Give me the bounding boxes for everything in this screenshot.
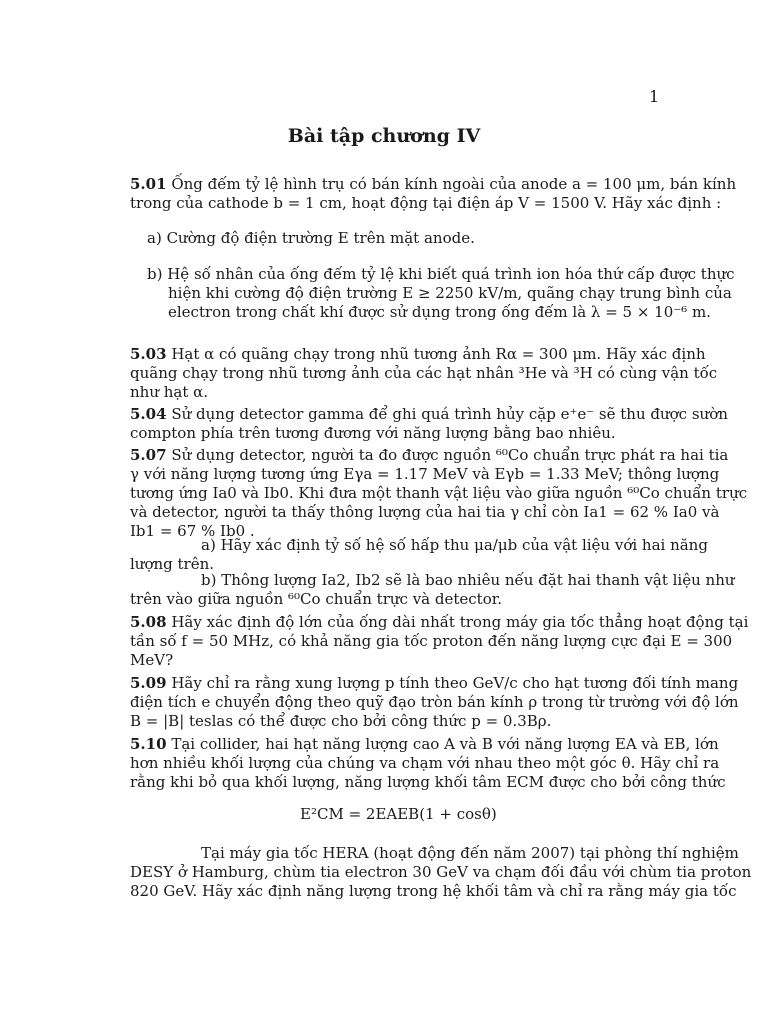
problem-5-07-line-3: tương ứng Ia0 và Ib0. Khi đưa một thanh vật liệu vào giữa nguồn ⁶⁰Co chuẩn trực (130, 484, 748, 502)
problem-5-10-para-line-1: Tại máy gia tốc HERA (hoạt động đến năm 2007) tại phòng thí nghiệm (201, 844, 739, 862)
problem-number: 5.03 (130, 345, 167, 363)
problem-5-10-line-2: hơn nhiều khối lượng của chúng va chạm với nhau theo một góc θ. Hãy chỉ ra (130, 754, 720, 772)
problem-number: 5.01 (130, 175, 167, 193)
problem-text: Tại collider, hai hạt năng lượng cao A và B với năng lượng EA và EB, lớn (171, 735, 719, 753)
problem-number: 5.09 (130, 674, 167, 692)
problem-number: 5.10 (130, 735, 167, 753)
problem-5-10-line-3: rằng khi bỏ qua khối lượng, năng lượng khối tâm ECM được cho bởi công thức (130, 773, 726, 791)
problem-5-09-line-2: điện tích e chuyển động theo quỹ đạo tròn bán kính ρ trong từ trường với độ lớn (130, 693, 739, 711)
problem-5-01-part-b-line-1: b) Hệ số nhân của ống đếm tỷ lệ khi biết quá trình ion hóa thứ cấp được thực (147, 265, 735, 283)
problem-text: Ống đếm tỷ lệ hình trụ có bán kính ngoài của anode a = 100 μm, bán kính (171, 175, 737, 193)
cm-energy-formula: E²CM = 2EAEB(1 + cosθ) (300, 805, 497, 823)
problem-5-08-line-3: MeV? (130, 651, 174, 669)
problem-5-07-line-5: Ib1 = 67 % Ib0 . (130, 522, 255, 540)
problem-5-04-line-2: compton phía trên tương đương với năng lượng bằng bao nhiêu. (130, 424, 616, 442)
page-title: Bài tập chương IV (287, 125, 481, 147)
problem-5-03-line-1 (130, 345, 706, 365)
problem-text: Hạt α có quãng chạy trong nhũ tương ảnh Rα = 300 μm. Hãy xác định (171, 345, 706, 363)
problem-5-07-line-6: a) Hãy xác định tỷ số hệ số hấp thu μa/μb của vật liệu với hai năng (201, 536, 708, 554)
problem-5-10-line-1 (130, 735, 719, 755)
problem-5-07-line-4: và detector, người ta thấy thông lượng của hai tia γ chỉ còn Ia1 = 62 % Ia0 và (130, 503, 720, 521)
problem-text: Hãy xác định độ lớn của ống dài nhất trong máy gia tốc thẳng hoạt động tại (171, 613, 749, 631)
problem-5-07-line-2: γ với năng lượng tương ứng Eγa = 1.17 MeV và Eγb = 1.33 MeV; thông lượng (130, 465, 720, 483)
problem-5-09-line-1 (130, 674, 738, 694)
problem-5-10-para-line-3: 820 GeV. Hãy xác định năng lượng trong hệ khối tâm và chỉ ra rằng máy gia tốc (130, 882, 737, 900)
problem-5-03-line-3: như hạt α. (130, 383, 209, 401)
problem-5-08-line-1 (130, 613, 748, 633)
problem-text: Sử dụng detector gamma để ghi quá trình hủy cặp e⁺e⁻ sẽ thu được sườn (171, 405, 728, 423)
problem-5-07-line-1 (130, 446, 728, 466)
problem-number: 5.04 (130, 405, 167, 423)
problem-5-07-line-9: trên vào giữa nguồn ⁶⁰Co chuẩn trực và detector. (130, 590, 503, 608)
problem-5-03-line-2: quãng chạy trong nhũ tương ảnh của các hạt nhân ³He và ³H có cùng vận tốc (130, 364, 718, 382)
problem-5-07-line-8: b) Thông lượng Ia2, Ib2 sẽ là bao nhiêu nếu đặt hai thanh vật liệu như (201, 571, 735, 589)
problem-text: Sử dụng detector, người ta đo được nguồn ⁶⁰Co chuẩn trực phát ra hai tia (171, 446, 729, 464)
problem-5-08-line-2: tần số f = 50 MHz, có khả năng gia tốc proton đến năng lượng cực đại E = 300 (130, 632, 733, 650)
problem-5-07-line-7: lượng trên. (130, 555, 215, 573)
problem-text: Hãy chỉ ra rằng xung lượng p tính theo GeV/c cho hạt tương đối tính mang (171, 674, 739, 692)
problem-number: 5.07 (130, 446, 167, 464)
problem-5-01-line-1 (130, 175, 736, 195)
problem-5-01-line-2: trong của cathode b = 1 cm, hoạt động tại điện áp V = 1500 V. Hãy xác định : (130, 194, 722, 212)
problem-5-01-part-b-line-2: hiện khi cường độ điện trường E ≥ 2250 kV/m, quãng chạy trung bình của (168, 284, 732, 302)
problem-5-04-line-1 (130, 405, 728, 425)
problem-5-09-line-3: B = |B| teslas có thể được cho bởi công thức p = 0.3Bρ. (130, 712, 552, 730)
problem-5-10-para-line-2: DESY ở Hamburg, chùm tia electron 30 GeV va chạm đối đầu với chùm tia proton (130, 863, 752, 881)
problem-number: 5.08 (130, 613, 167, 631)
problem-5-01-part-a: a) Cường độ điện trường E trên mặt anode. (147, 229, 475, 247)
page-number: 1 (649, 87, 660, 106)
problem-5-01-part-b-line-3: electron trong chất khí được sử dụng trong ống đếm là λ = 5 × 10⁻⁶ m. (168, 303, 711, 321)
